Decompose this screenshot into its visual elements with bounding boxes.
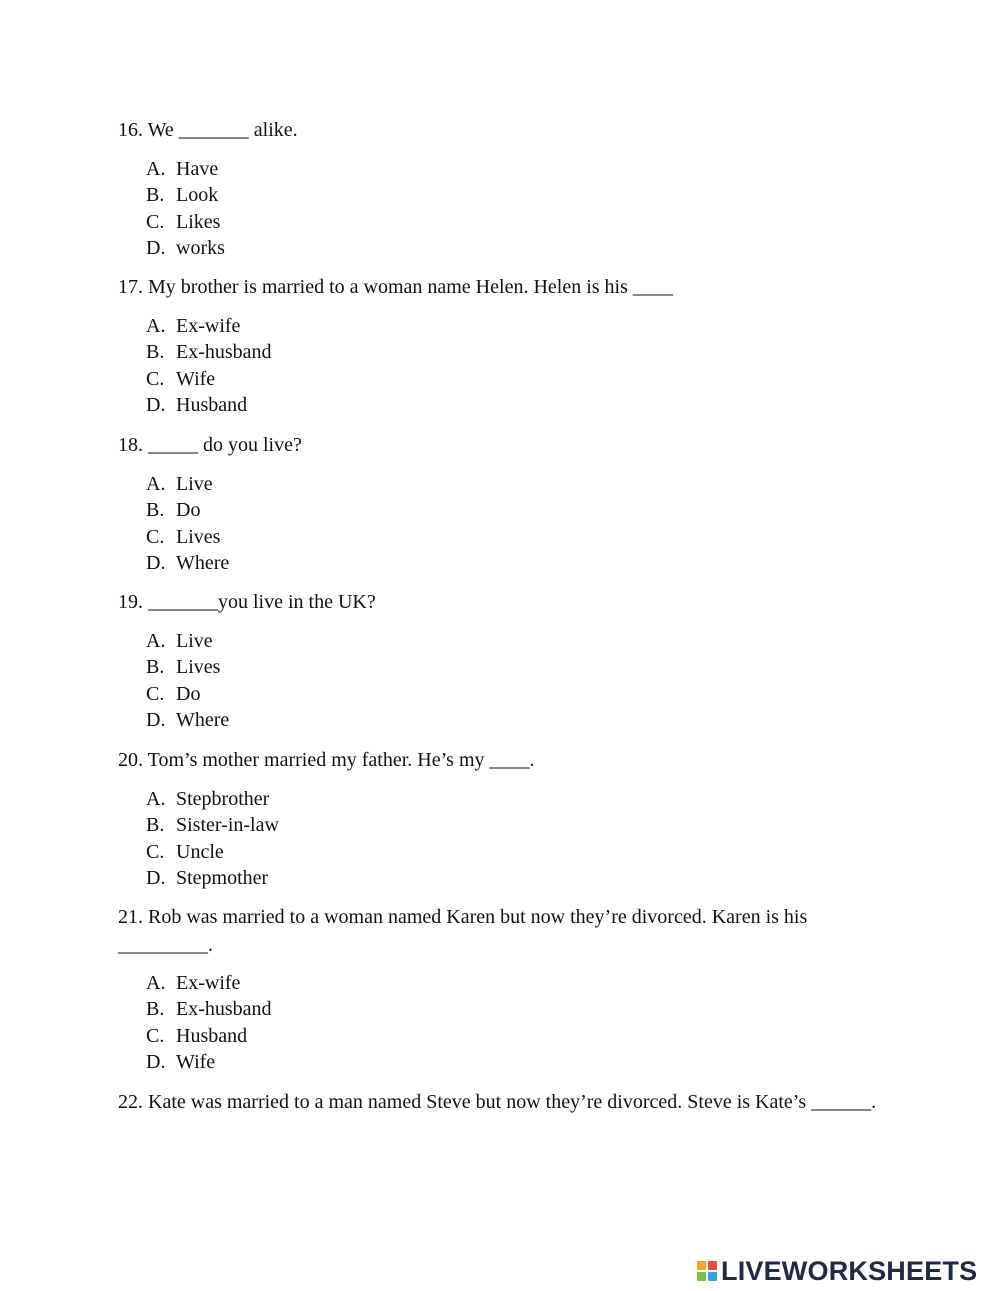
option-a[interactable] <box>146 786 279 812</box>
logo-block-1 <box>697 1261 706 1270</box>
question-17-options <box>146 313 272 418</box>
option-d[interactable] <box>146 550 229 576</box>
option-c[interactable] <box>146 524 229 550</box>
option-letter: D. <box>146 236 166 259</box>
option-text: Have <box>176 158 219 180</box>
option-b[interactable] <box>146 182 225 208</box>
option-text: Husband <box>176 393 248 416</box>
option-a[interactable] <box>146 970 272 996</box>
option-text: Do <box>176 682 201 705</box>
option-c[interactable] <box>146 681 229 707</box>
option-text: Wife <box>176 1050 216 1073</box>
question-21-options <box>146 970 272 1075</box>
option-letter: C. <box>146 367 165 390</box>
question-19-options <box>146 628 229 733</box>
question-20-text: 20. Tom’s mother married my father. He’s my ____. <box>118 749 535 771</box>
option-text: works <box>176 236 225 259</box>
option-text: Lives <box>176 656 221 679</box>
option-text: Stepmother <box>176 866 269 889</box>
option-text: Wife <box>176 367 216 390</box>
option-text: Uncle <box>176 840 224 863</box>
option-letter: D. <box>146 393 166 416</box>
option-text: Ex-husband <box>176 341 272 364</box>
logo-block-2 <box>708 1261 717 1270</box>
question-16-options <box>146 156 225 261</box>
question-17-text: 17. My brother is married to a woman name Helen. Helen is his ____ <box>118 276 673 298</box>
option-text: Live <box>176 473 213 495</box>
option-text: Lives <box>176 525 221 548</box>
option-letter: B. <box>146 998 165 1021</box>
option-c[interactable] <box>146 839 279 865</box>
option-letter: C. <box>146 210 165 233</box>
option-text: Live <box>176 630 213 652</box>
option-a[interactable] <box>146 313 272 339</box>
option-text: Husband <box>176 1024 248 1047</box>
question-19-text: 19. _______you live in the UK? <box>118 591 376 613</box>
option-letter: A. <box>146 158 166 180</box>
logo-text: LIVEWORKSHEETS <box>721 1255 978 1286</box>
option-letter: A. <box>146 630 166 652</box>
option-a[interactable] <box>146 628 229 654</box>
option-letter: B. <box>146 499 165 522</box>
option-text: Likes <box>176 210 221 233</box>
option-text: Ex-husband <box>176 998 272 1021</box>
question-18-options <box>146 471 229 576</box>
option-text: Ex-wife <box>176 315 241 337</box>
option-letter: B. <box>146 341 165 364</box>
option-letter: B. <box>146 656 165 679</box>
option-a[interactable] <box>146 471 229 497</box>
option-letter: B. <box>146 814 165 837</box>
option-b[interactable] <box>146 654 229 680</box>
option-letter: A. <box>146 788 166 810</box>
option-b[interactable] <box>146 339 272 365</box>
option-letter: C. <box>146 1024 165 1047</box>
option-c[interactable] <box>146 366 272 392</box>
option-c[interactable] <box>146 1023 272 1049</box>
question-21-text: 21. Rob was married to a woman named Karen but now they’re divorced. Karen is his _________. <box>118 906 808 956</box>
question-22-text: 22. Kate was married to a man named Steve but now they’re divorced. Steve is Kate’s ______. <box>118 1091 877 1113</box>
option-a[interactable] <box>146 156 225 182</box>
option-letter: C. <box>146 682 165 705</box>
option-letter: C. <box>146 525 165 548</box>
option-b[interactable] <box>146 996 272 1022</box>
logo-blocks-icon <box>697 1261 717 1281</box>
question-18-text: 18. _____ do you live? <box>118 434 302 456</box>
question-16-text: 16. We _______ alike. <box>118 119 298 141</box>
option-letter: B. <box>146 184 165 207</box>
option-letter: D. <box>146 866 166 889</box>
option-letter: A. <box>146 315 166 337</box>
option-letter: D. <box>146 1050 166 1073</box>
option-d[interactable] <box>146 1049 272 1075</box>
logo-block-4 <box>708 1272 717 1281</box>
option-text: Where <box>176 551 230 574</box>
option-text: Sister-in-law <box>176 814 279 837</box>
option-text: Stepbrother <box>176 788 270 810</box>
option-b[interactable] <box>146 812 279 838</box>
logo-block-3 <box>697 1272 706 1281</box>
option-text: Where <box>176 708 230 731</box>
option-letter: D. <box>146 551 166 574</box>
option-c[interactable] <box>146 209 225 235</box>
option-d[interactable] <box>146 392 272 418</box>
option-b[interactable] <box>146 497 229 523</box>
option-text: Ex-wife <box>176 972 241 994</box>
option-d[interactable] <box>146 865 279 891</box>
liveworksheets-logo <box>697 1256 977 1286</box>
option-text: Look <box>176 184 219 207</box>
option-letter: A. <box>146 972 166 994</box>
question-20-options <box>146 786 279 891</box>
option-text: Do <box>176 499 201 522</box>
option-d[interactable] <box>146 707 229 733</box>
option-letter: D. <box>146 708 166 731</box>
option-letter: A. <box>146 473 166 495</box>
option-letter: C. <box>146 840 165 863</box>
option-d[interactable] <box>146 235 225 261</box>
